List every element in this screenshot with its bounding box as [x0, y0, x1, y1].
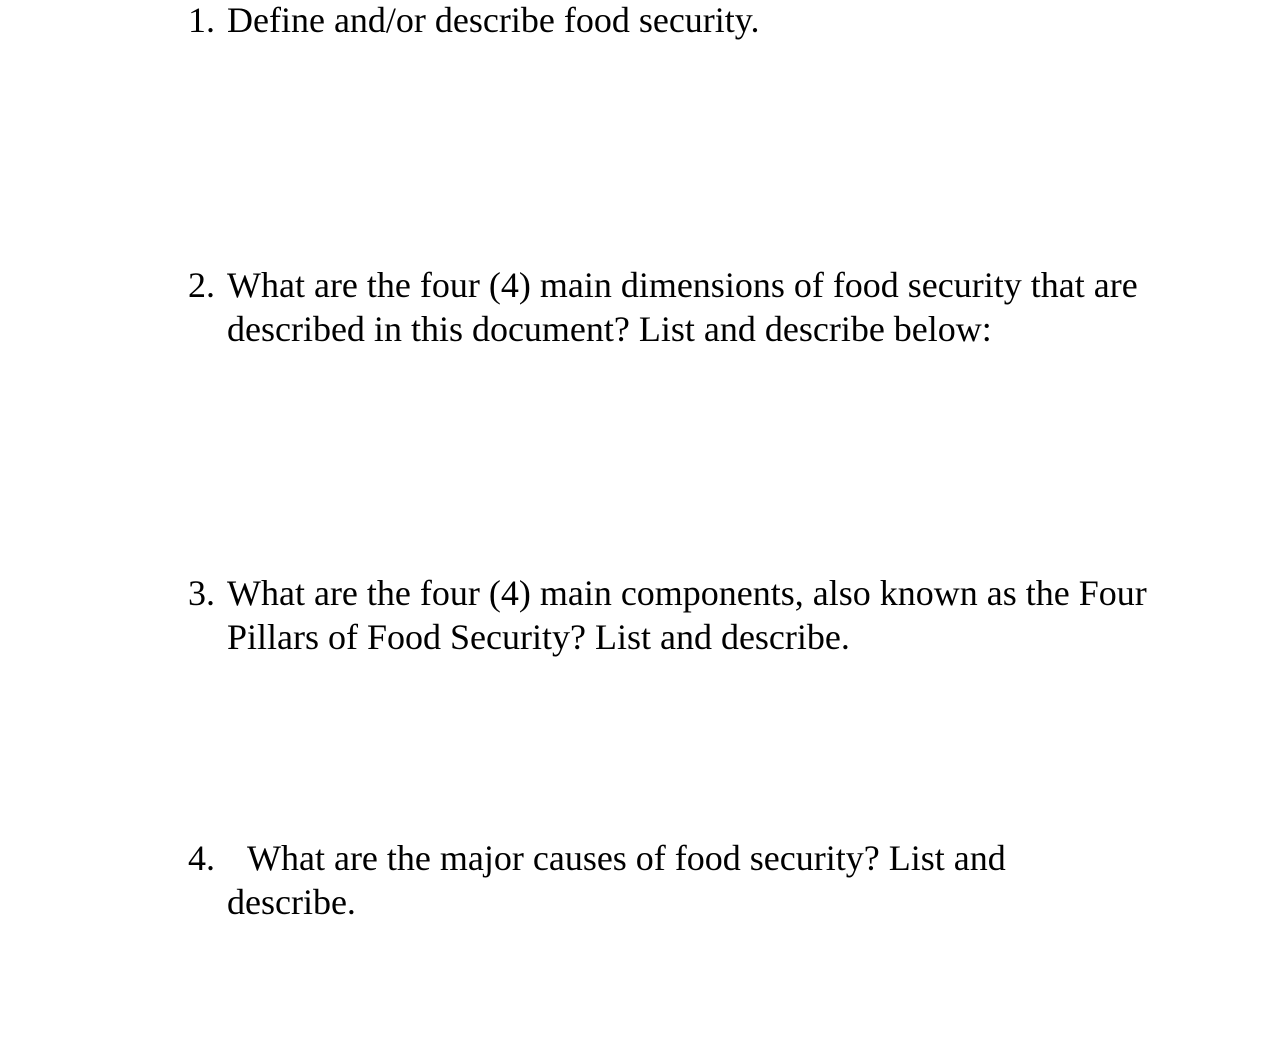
- question-number: 1.: [188, 0, 215, 40]
- question-1: [188, 0, 1148, 42]
- question-4: [188, 836, 1148, 924]
- question-number: 4.: [188, 838, 215, 878]
- question-3: [188, 571, 1148, 659]
- question-text: What are the four (4) main dimensions of food security that are described in this document? List and describe below:: [227, 265, 1138, 349]
- question-text-line-2: describe.: [227, 882, 356, 922]
- question-number: 3.: [188, 573, 215, 613]
- question-text: What are the four (4) main components, also known as the Four Pillars of Food Security? List and describe.: [227, 573, 1147, 657]
- question-2: [188, 263, 1148, 351]
- question-number: 2.: [188, 265, 215, 305]
- question-text: Define and/or describe food security.: [227, 0, 760, 40]
- question-text: [188, 836, 1148, 924]
- question-text-line-1: What are the major causes of food security? List and: [247, 838, 1006, 878]
